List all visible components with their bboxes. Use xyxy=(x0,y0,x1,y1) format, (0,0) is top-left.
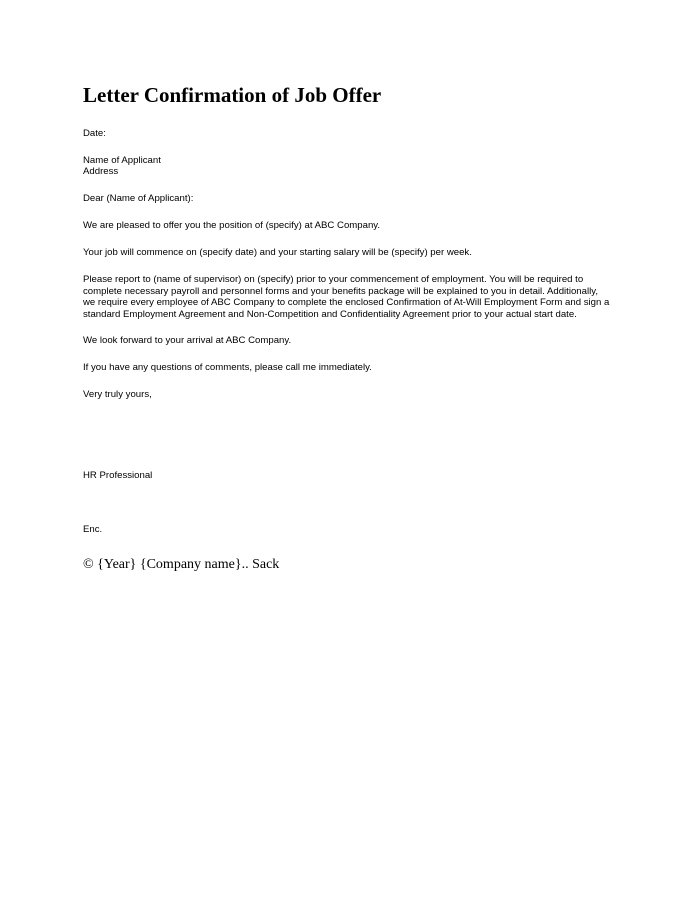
date-label: Date: xyxy=(83,128,106,139)
copyright-notice: © {Year} {Company name}.. Sack xyxy=(83,557,280,572)
paragraph-arrival: We look forward to your arrival at ABC Company. xyxy=(83,335,292,346)
paragraph-questions: If you have any questions of comments, please call me immediately. xyxy=(83,362,372,373)
salutation: Dear (Name of Applicant): xyxy=(83,193,194,204)
paragraph-reporting: Please report to (name of supervisor) on (specify) prior to your commencement of employment. You will be required to complete necessary payroll and personnel forms and your benefits package will be explained to you in detail. Additionally, we require every employee of ABC Company to complete the enclosed Confirmation of At-Will Employment Form and sign a standard Employment Agreement and Non-Competition and Confidentiality Agreement prior to your actual start date. xyxy=(83,274,610,320)
signature: HR Professional xyxy=(83,470,153,481)
paragraph-commencement: Your job will commence on (specify date) and your starting salary will be (specify) per week. xyxy=(83,247,472,258)
paragraph-offer: We are pleased to offer you the position of (specify) at ABC Company. xyxy=(83,220,381,231)
recipient-address: Address xyxy=(83,166,119,177)
document-title: Letter Confirmation of Job Offer xyxy=(83,83,382,107)
recipient-name: Name of Applicant xyxy=(83,155,161,166)
enclosure-note: Enc. xyxy=(83,524,103,535)
closing: Very truly yours, xyxy=(83,389,152,400)
